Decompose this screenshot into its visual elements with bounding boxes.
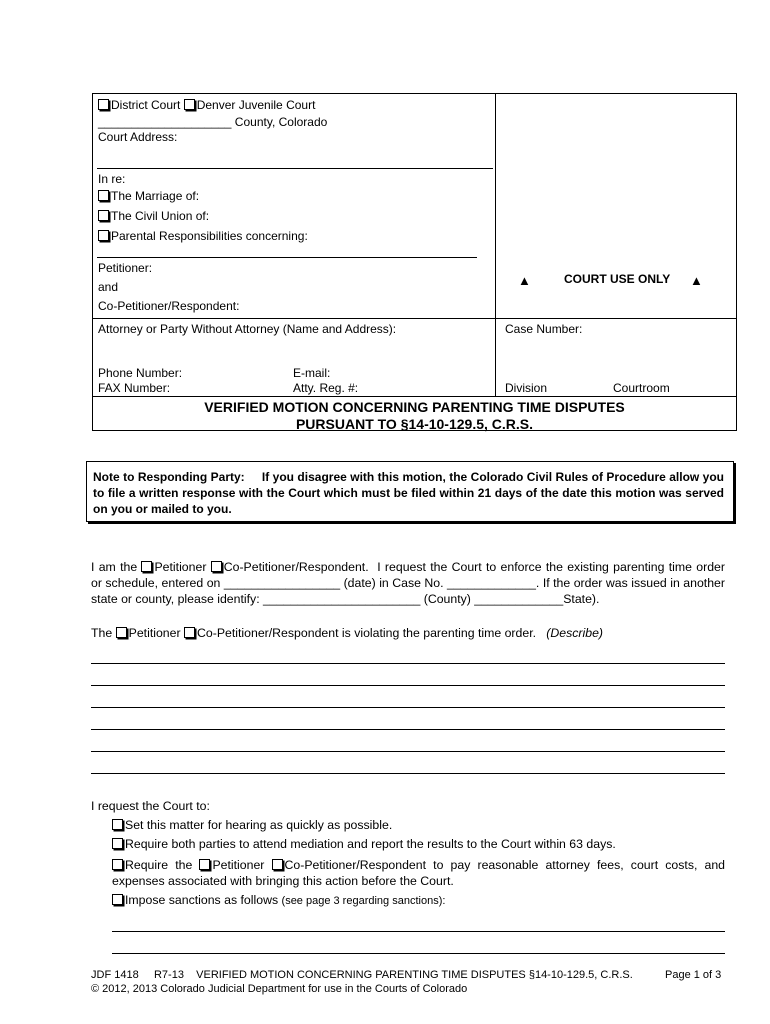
title-line-1: VERIFIED MOTION CONCERNING PARENTING TIME DISPUTES — [204, 399, 625, 415]
marriage-checkbox[interactable] — [98, 190, 109, 201]
describe-line[interactable] — [91, 729, 725, 730]
fees-label: Require the — [125, 858, 193, 872]
co-petitioner-label: Co-Petitioner/Respondent: — [98, 299, 240, 313]
note-box — [86, 461, 734, 522]
p2-petitioner-label: Petitioner — [128, 626, 181, 640]
sanctions-line[interactable] — [112, 931, 725, 932]
parental-row — [98, 229, 308, 243]
p2-body-text: Co-Petitioner/Respondent is violating the parenting time order. — [197, 626, 537, 640]
describe-label: (Describe) — [546, 626, 604, 640]
district-court-checkbox[interactable] — [98, 99, 109, 110]
triangle-up-icon: ▲ — [518, 273, 531, 288]
phone-label: Phone Number: — [98, 366, 183, 380]
fees-petitioner-label: Petitioner — [212, 858, 265, 872]
attorney-label: Attorney or Party Without Attorney (Name and Address): — [98, 322, 397, 336]
email-label: E-mail: — [293, 366, 331, 380]
court-type-row — [98, 98, 315, 112]
petitioner-label: Petitioner: — [98, 261, 153, 275]
describe-line[interactable] — [91, 663, 725, 664]
describe-line[interactable] — [91, 707, 725, 708]
sanctions-checkbox[interactable] — [112, 894, 123, 905]
civil-union-label: The Civil Union of: — [111, 209, 210, 223]
paragraph-request — [91, 559, 725, 607]
court-address-label: Court Address: — [98, 130, 178, 144]
describe-line[interactable] — [91, 751, 725, 752]
describe-line[interactable] — [91, 773, 725, 774]
p1-co-petitioner-checkbox[interactable] — [211, 561, 222, 572]
sanctions-label: Impose sanctions as follows — [125, 893, 279, 907]
caption-rule — [97, 257, 477, 258]
mediation-label: Require both parties to attend mediation and report the results to the Court within 63 days. — [125, 837, 616, 851]
atty-reg-label: Atty. Reg. #: — [293, 381, 359, 395]
fees-checkbox[interactable] — [112, 859, 123, 870]
option-mediation — [112, 837, 616, 851]
hearing-label: Set this matter for hearing as quickly as possible. — [125, 818, 393, 832]
note-text: If you disagree with this motion, the Colorado Civil Rules of Procedure allow you to file a written response with the Court which must be filed within 21 days of the date this motion was served on you or mailed to you. — [93, 470, 725, 516]
case-number-label[interactable]: Case Number: — [505, 322, 583, 336]
p1-text: I am the — [91, 560, 138, 574]
triangle-up-icon: ▲ — [690, 273, 703, 288]
denver-juvenile-label: Denver Juvenile Court — [196, 98, 316, 112]
p1-co-label: Co-Petitioner/Respondent. — [223, 560, 369, 574]
mediation-checkbox[interactable] — [112, 838, 123, 849]
p1-petitioner-label: Petitioner — [154, 560, 207, 574]
form-title — [92, 399, 737, 433]
describe-line[interactable] — [91, 685, 725, 686]
caption-divider — [495, 93, 496, 396]
footer-form-id: JDF 1418 R7-13 VERIFIED MOTION CONCERNING PARENTING TIME DISPUTES §14-10-129.5, C.R.S. — [91, 969, 633, 981]
division-label: Division — [505, 381, 548, 395]
option-hearing — [112, 818, 392, 832]
fees-co-petitioner-checkbox[interactable] — [272, 859, 283, 870]
fees-body-text: Co-Petitioner/Respondent to pay reasonable attorney fees, court costs, and expenses associated with bringing this action before the Court. — [112, 858, 726, 888]
title-line-2: PURSUANT TO §14-10-129.5, C.R.S. — [295, 416, 534, 432]
hearing-checkbox[interactable] — [112, 819, 123, 830]
caption-rule — [92, 396, 737, 397]
p2-petitioner-checkbox[interactable] — [116, 627, 127, 638]
option-fees — [112, 857, 725, 889]
caption-rule — [92, 318, 737, 319]
paragraph-violation — [91, 625, 725, 641]
and-label: and — [98, 280, 119, 294]
county-line[interactable]: ____________________ County, Colorado — [98, 115, 328, 129]
footer-copyright: © 2012, 2013 Colorado Judicial Department for use in the Courts of Colorado — [91, 983, 468, 995]
sanctions-note: (see page 3 regarding sanctions): — [281, 895, 446, 907]
in-re-label: In re: — [98, 172, 126, 186]
p2-co-petitioner-checkbox[interactable] — [184, 627, 195, 638]
note-label: Note to Responding Party: — [93, 470, 245, 484]
sanctions-line[interactable] — [112, 953, 725, 954]
parental-label: Parental Responsibilities concerning: — [111, 229, 308, 243]
civil-union-row — [98, 209, 209, 223]
p1-body-text[interactable]: I request the Court to enforce the existing parenting time order or schedule, entered on _________________ (date) in Case No. _____________. If the order was issued in another state or county, please identify: _______________________ (County) _____________State). — [91, 560, 725, 606]
fax-label: FAX Number: — [98, 381, 171, 395]
district-court-label: District Court — [111, 98, 181, 112]
p2-text: The — [91, 626, 113, 640]
option-sanctions — [112, 893, 445, 907]
fees-petitioner-checkbox[interactable] — [199, 859, 210, 870]
caption-rule — [97, 168, 493, 169]
p1-petitioner-checkbox[interactable] — [141, 561, 152, 572]
denver-juvenile-checkbox[interactable] — [184, 99, 195, 110]
court-use-only-label: COURT USE ONLY — [564, 272, 671, 286]
request-intro: I request the Court to: — [91, 799, 210, 813]
footer-page-number: Page 1 of 3 — [665, 969, 722, 981]
parental-checkbox[interactable] — [98, 230, 109, 241]
marriage-row — [98, 189, 199, 203]
civil-union-checkbox[interactable] — [98, 210, 109, 221]
marriage-label: The Marriage of: — [111, 189, 200, 203]
courtroom-label: Courtroom — [613, 381, 670, 395]
